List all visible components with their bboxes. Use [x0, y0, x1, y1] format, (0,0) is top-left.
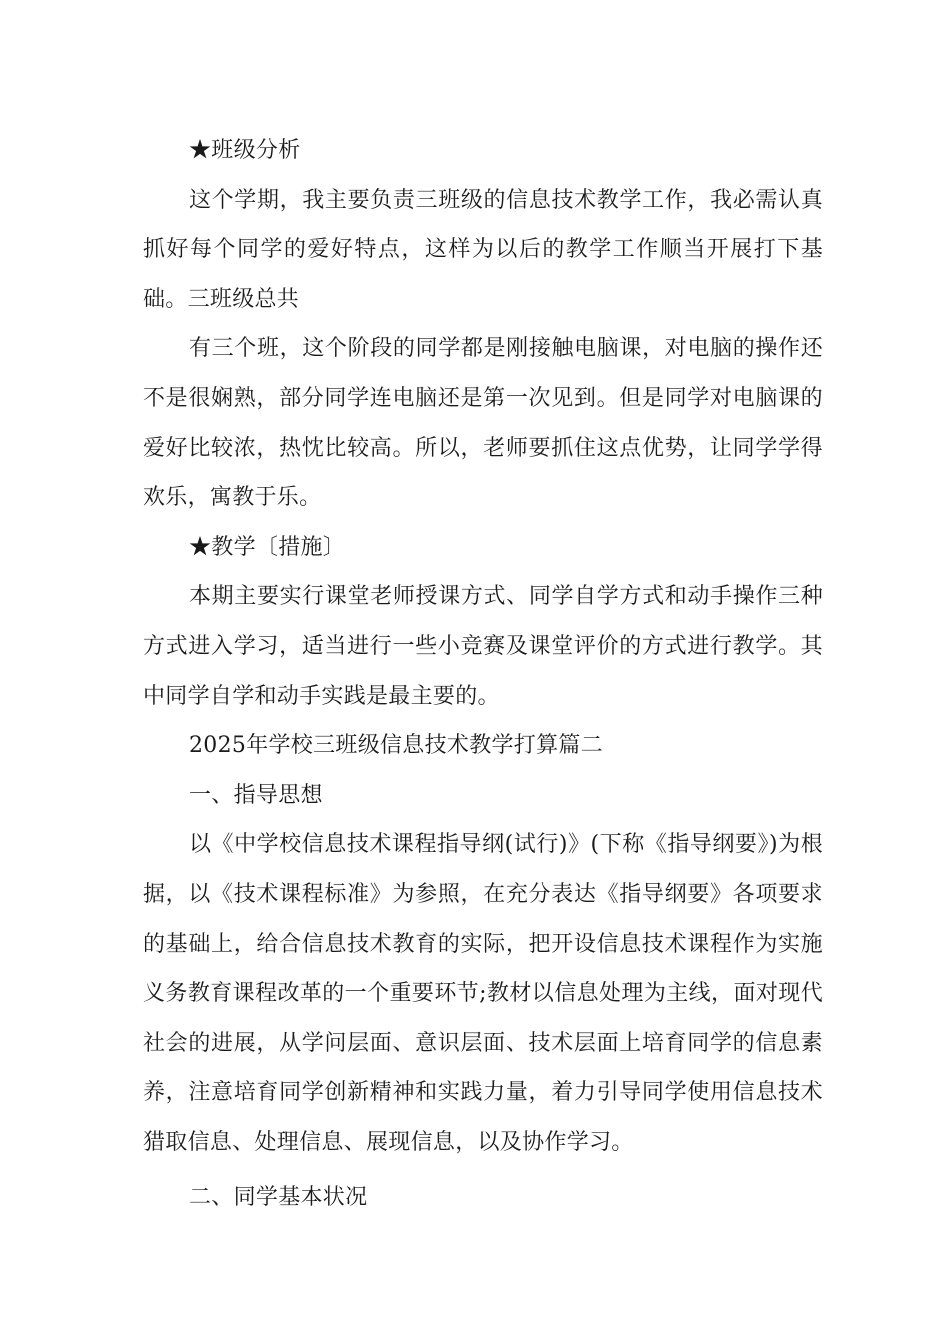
section-title-plan-two: 2025年学校三班级信息技术教学打算篇二: [189, 733, 603, 759]
paragraph-semester-duty: 这个学期，我主要负责三班级的信息技术教学工作，我必需认真抓好每个同学的爱好特点，这样为以后的教学工作顺当开展打下基础。三班级总共: [143, 187, 823, 312]
paragraph-teaching-methods: 本期主要实行课堂老师授课方式、同学自学方式和动手操作三种方式进入学习，适当进行一些小竞赛及课堂评价的方式进行教学。其中同学自学和动手实践是最主要的。: [143, 584, 823, 709]
paragraph-student-situation: 有三个班，这个阶段的同学都是刚接触电脑课，对电脑的操作还不是很娴熟，部分同学连电脑还是第一次见到。但是同学对电脑课的爱好比较浓，热忱比较高。所以，老师要抓住这点优势，让同学学得欢乐，寓教于乐。: [143, 336, 823, 511]
heading-class-analysis: ★班级分析: [189, 138, 301, 163]
paragraph-guiding-ideology: 以《中学校信息技术课程指导纲(试行)》(下称《指导纲要》)为根据，以《技术课程标准》为参照，在充分表达《指导纲要》各项要求的基础上，给合信息技术教育的实际，把开设信息技术课程作为实施义务教育课程改革的一个重要环节;教材以信息处理为主线，面对现代社会的进展，从学问层面、意识层面、技术层面上培育同学的信息素养，注意培育同学创新精神和实践力量，着力引导同学使用信息技术猎取信息、处理信息、展现信息，以及协作学习。: [143, 832, 823, 1155]
heading-teaching-measures: ★教学〔措施〕: [189, 534, 346, 560]
document-body: [143, 126, 823, 1223]
heading-student-basics: 二、同学基本状况: [189, 1185, 368, 1211]
heading-guiding-ideology: 一、指导思想: [189, 782, 323, 808]
